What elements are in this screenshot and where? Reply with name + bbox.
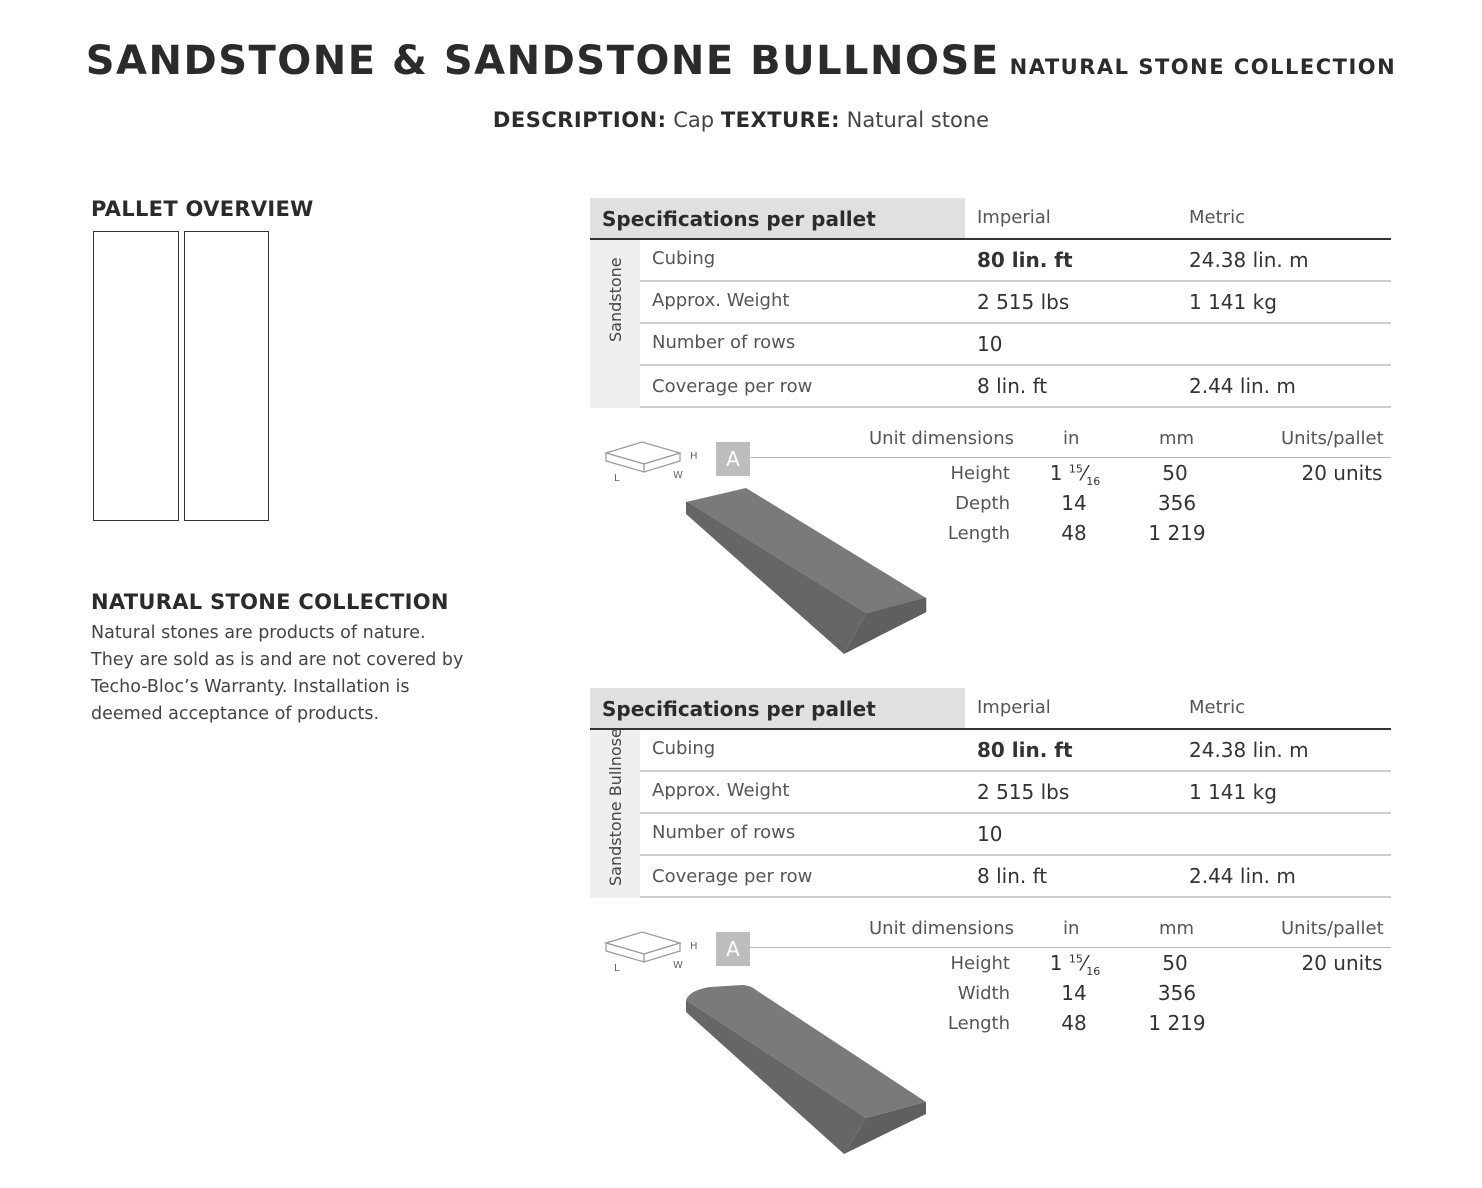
dim-units: 20 units	[1301, 461, 1383, 485]
row-imperial-coverage: 8 lin. ft	[977, 864, 1048, 888]
dim-mm-length: 1 219	[1148, 1011, 1206, 1035]
row-imperial-cubing: 80 lin. ft	[977, 738, 1073, 762]
icon-label-l: L	[614, 473, 620, 484]
texture-label: TEXTURE:	[720, 108, 840, 132]
dim-mm-depth: 356	[1157, 491, 1197, 515]
row-label-coverage: Coverage per row	[652, 866, 813, 887]
dim-mm-height: 50	[1162, 951, 1188, 975]
row-label-rows: Number of rows	[652, 332, 796, 353]
dim-in-height: 1 $^{15}⁄_{16}$	[1049, 461, 1101, 488]
dim-header-units: Units/pallet	[1281, 428, 1384, 449]
row-label-coverage: Coverage per row	[652, 376, 813, 397]
page-title	[0, 38, 1482, 84]
description-label: DESCRIPTION:	[492, 108, 667, 132]
sandstone-cap-illustration	[680, 484, 935, 659]
row-label-weight: Approx. Weight	[652, 780, 790, 801]
description-line	[0, 108, 1482, 132]
dim-header-label: Unit dimensions	[869, 918, 1014, 939]
collection-heading: NATURAL STONE COLLECTION	[91, 590, 449, 614]
icon-label-w: W	[673, 470, 683, 481]
dim-in-height: 1 $^{15}⁄_{16}$	[1049, 951, 1101, 978]
icon-label-w: W	[673, 960, 683, 971]
dim-in-length: 48	[1061, 1011, 1087, 1035]
col-metric: Metric	[1189, 697, 1245, 718]
row-metric-cubing: 24.38 lin. m	[1189, 248, 1309, 272]
row-metric-weight: 1 141 kg	[1189, 780, 1277, 804]
row-imperial-rows: 10	[977, 822, 1003, 846]
dim-in-length: 48	[1061, 521, 1087, 545]
side-label: Sandstone Bullnose	[606, 728, 625, 886]
row-label-cubing: Cubing	[652, 248, 716, 269]
dim-label-height: Height	[950, 463, 1010, 484]
spec-heading: Specifications per pallet	[602, 207, 876, 231]
texture-value: Natural stone	[846, 108, 990, 132]
product-badge: A	[716, 932, 750, 966]
row-imperial-rows: 10	[977, 332, 1003, 356]
dim-mm-length: 1 219	[1148, 521, 1206, 545]
icon-label-h: H	[690, 451, 698, 462]
icon-label-l: L	[614, 963, 620, 974]
description-value: Cap	[673, 108, 715, 132]
pallet-overview-heading: PALLET OVERVIEW	[91, 197, 314, 221]
row-imperial-weight: 2 515 lbs	[977, 780, 1070, 804]
row-metric-cubing: 24.38 lin. m	[1189, 738, 1309, 762]
row-label-weight: Approx. Weight	[652, 290, 790, 311]
col-imperial: Imperial	[977, 207, 1051, 228]
dim-in-width: 14	[1061, 981, 1087, 1005]
row-metric-coverage: 2.44 lin. m	[1189, 864, 1296, 888]
side-label: Sandstone	[606, 257, 625, 342]
spec-heading: Specifications per pallet	[602, 697, 876, 721]
dim-label-length: Length	[947, 1013, 1010, 1034]
dim-mm-width: 356	[1157, 981, 1197, 1005]
product-badge: A	[716, 442, 750, 476]
collection-text: Natural stones are products of nature. They are sold as is and are not covered by Techo-Bloc’s Warranty. Installation is deemed acceptance of products.	[91, 623, 464, 724]
dim-header-mm: mm	[1159, 918, 1195, 939]
row-imperial-coverage: 8 lin. ft	[977, 374, 1048, 398]
row-metric-weight: 1 141 kg	[1189, 290, 1277, 314]
row-metric-coverage: 2.44 lin. m	[1189, 374, 1296, 398]
dim-in-depth: 14	[1061, 491, 1087, 515]
row-label-cubing: Cubing	[652, 738, 716, 759]
dim-mm-height: 50	[1162, 461, 1188, 485]
col-metric: Metric	[1189, 207, 1245, 228]
dim-label-length: Length	[947, 523, 1010, 544]
dim-header-in: in	[1063, 918, 1080, 939]
pallet-diagram-right	[184, 231, 269, 521]
row-imperial-weight: 2 515 lbs	[977, 290, 1070, 314]
dim-units: 20 units	[1301, 951, 1383, 975]
row-label-rows: Number of rows	[652, 822, 796, 843]
dim-header-units: Units/pallet	[1281, 918, 1384, 939]
sandstone-bullnose-illustration	[680, 982, 945, 1157]
col-imperial: Imperial	[977, 697, 1051, 718]
dim-header-label: Unit dimensions	[869, 428, 1014, 449]
dim-header-in: in	[1063, 428, 1080, 449]
row-imperial-cubing: 80 lin. ft	[977, 248, 1073, 272]
dim-label-width: Width	[957, 983, 1010, 1004]
dim-label-height: Height	[950, 953, 1010, 974]
title-main: SANDSTONE & SANDSTONE BULLNOSE	[85, 38, 1000, 84]
dim-label-depth: Depth	[955, 493, 1010, 514]
dim-header-mm: mm	[1159, 428, 1195, 449]
icon-label-h: H	[690, 941, 698, 952]
pallet-diagram-left	[93, 231, 179, 521]
title-subtitle: NATURAL STONE COLLECTION	[1009, 55, 1397, 79]
